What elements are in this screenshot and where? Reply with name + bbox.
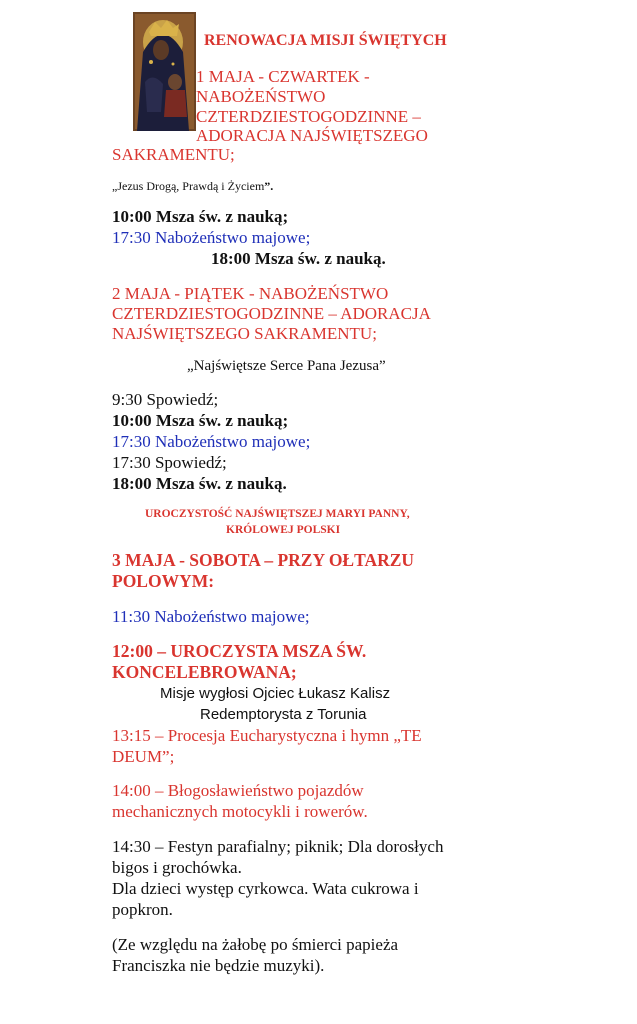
day2-heading-line3: NAJŚWIĘTSZEGO SAKRAMENTU; [112, 324, 377, 343]
day2-item-evening-mass: 18:00 Msza św. z nauką. [112, 474, 287, 493]
day3-blessing-line2: mechanicznych motocykli i rowerów. [112, 802, 368, 821]
day2-item-mass: 10:00 Msza św. z nauką; [112, 411, 289, 430]
day3-mass-line2: KONCELEBROWANA; [112, 662, 297, 682]
day3-festyn-line2: bigos i grochówka. [112, 858, 242, 877]
day1-heading-line2: NABOŻEŃSTWO [196, 87, 326, 106]
day3-festyn-line3: Dla dzieci występ cyrkowca. Wata cukrowa i [112, 879, 419, 898]
day2-motto: „Najświętsze Serce Pana Jezusa” [187, 358, 386, 374]
feast-title-line1: UROCZYSTOŚĆ NAJŚWIĘTSZEJ MARYI PANNY, [145, 508, 410, 520]
day1-heading-line4: ADORACJA NAJŚWIĘTSZEGO [196, 126, 428, 145]
day1-item-evening-mass: 18:00 Msza św. z nauką. [211, 249, 386, 268]
virgin-mary-icon [133, 12, 196, 131]
day1-heading-line1: 1 MAJA - CZWARTEK - [196, 67, 370, 86]
day3-mass-line1: 12:00 – UROCZYSTA MSZA ŚW. [112, 641, 367, 661]
day1-motto-end: ”. [264, 179, 274, 193]
day3-festyn-line1: 14:30 – Festyn parafialny; piknik; Dla dorosłych [112, 837, 444, 856]
day3-procession-line1: 13:15 – Procesja Eucharystyczna i hymn „TE [112, 726, 422, 745]
day3-note-line2: Franciszka nie będzie muzyki). [112, 956, 325, 975]
day1-item-mass: 10:00 Msza św. z nauką; [112, 207, 289, 226]
day2-heading-line1: 2 MAJA - PIĄTEK - NABOŻEŃSTWO [112, 284, 389, 303]
day3-heading-line1: 3 MAJA - SOBOTA – PRZY OŁTARZU [112, 550, 415, 570]
day1-motto-text: „Jezus Drogą, Prawdą i Życiem [112, 179, 265, 193]
day3-heading-line2: POLOWYM: [112, 571, 215, 591]
day3-blessing-line1: 14:00 – Błogosławieństwo pojazdów [112, 781, 364, 800]
day1-heading-line5: SAKRAMENTU; [112, 145, 235, 164]
day1-motto [112, 176, 273, 197]
day3-festyn-line4: popkron. [112, 900, 173, 919]
day1-item-service: 17:30 Nabożeństwo majowe; [112, 228, 311, 247]
day3-note-line1: (Ze względu na żałobę po śmierci papieża [112, 935, 399, 954]
page-title: RENOWACJA MISJI ŚWIĘTYCH [204, 32, 447, 49]
day3-item-service: 11:30 Nabożeństwo majowe; [112, 607, 310, 626]
day3-procession-line2: DEUM”; [112, 747, 175, 766]
feast-title-line2: KRÓLOWEJ POLSKI [226, 524, 341, 536]
day2-heading-line2: CZTERDZIESTOGODZINNE – ADORACJA [112, 304, 431, 323]
day2-item-service: 17:30 Nabożeństwo majowe; [112, 432, 311, 451]
day2-item-confession: 9:30 Spowiedź; [112, 390, 219, 409]
day3-preacher-line1: Misje wygłosi Ojciec Łukasz Kalisz [160, 685, 391, 702]
day2-item-confession-evening: 17:30 Spowiedź; [112, 453, 227, 472]
day3-preacher-line2: Redemptorysta z Torunia [200, 706, 367, 723]
day1-heading-line3: CZTERDZIESTOGODZINNE – [196, 107, 421, 126]
